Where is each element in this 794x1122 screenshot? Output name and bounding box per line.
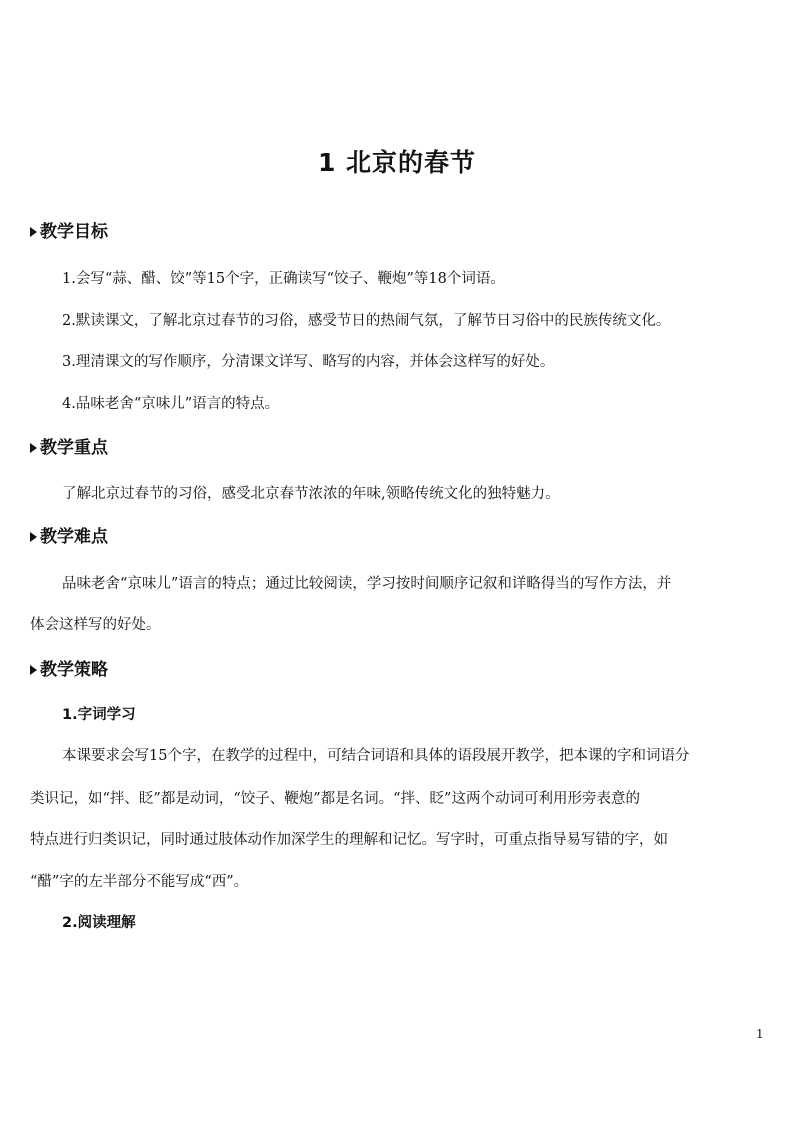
objective-item: 4.品味老舍“京味儿”语言的特点。: [62, 396, 280, 412]
objective-item: 2.默读课文，了解北京过春节的习俗，感受节日的热闹气氛，了解节日习俗中的民族传统文化。: [62, 313, 671, 329]
section-heading-label: 教学目标: [40, 222, 108, 242]
key-points-text: 了解北京过春节的习俗，感受北京春节浓浓的年味,领略传统文化的独特魅力。: [62, 486, 560, 502]
page-title: 1 北京的春节: [317, 148, 477, 177]
section-heading-label: 教学策略: [40, 660, 108, 680]
section-heading-label: 教学难点: [40, 527, 108, 547]
triangle-bullet-icon: [30, 665, 37, 675]
section-heading-key-points: [30, 436, 108, 460]
triangle-bullet-icon: [30, 443, 37, 453]
vocabulary-line: 类识记，如“拌、眨”都是动词，“饺子、鞭炮”都是名词。“拌、眨”这两个动词可利用形旁表意的: [30, 791, 640, 807]
difficulties-line: 体会这样写的好处。: [30, 617, 161, 633]
vocabulary-line: “醋”字的左半部分不能写成“西”。: [30, 874, 249, 890]
vocabulary-line: 特点进行归类识记，同时通过肢体动作加深学生的理解和记忆。写字时，可重点指导易写错的字，如: [30, 832, 668, 848]
difficulties-line: 品味老舍“京味儿”语言的特点；通过比较阅读，学习按时间顺序记叙和详略得当的写作方法，并: [62, 576, 672, 592]
objective-item: 1.会写“蒜、醋、饺”等15个字，正确读写“饺子、鞭炮”等18个词语。: [62, 271, 505, 287]
page-number: 1: [756, 1027, 764, 1041]
section-heading-label: 教学重点: [40, 438, 108, 458]
triangle-bullet-icon: [30, 227, 37, 237]
triangle-bullet-icon: [30, 532, 37, 542]
section-heading-objectives: [30, 220, 108, 244]
section-heading-difficulties: [30, 525, 108, 549]
subsection-heading-vocabulary: 1.字词学习: [62, 707, 136, 723]
subsection-heading-reading: 2.阅读理解: [62, 915, 136, 931]
section-heading-strategies: [30, 658, 108, 682]
vocabulary-line: 本课要求会写15个字，在教学的过程中，可结合词语和具体的语段展开教学，把本课的字和词语分: [62, 748, 690, 764]
objective-item: 3.理清课文的写作顺序，分清课文详写、略写的内容，并体会这样写的好处。: [62, 354, 555, 370]
